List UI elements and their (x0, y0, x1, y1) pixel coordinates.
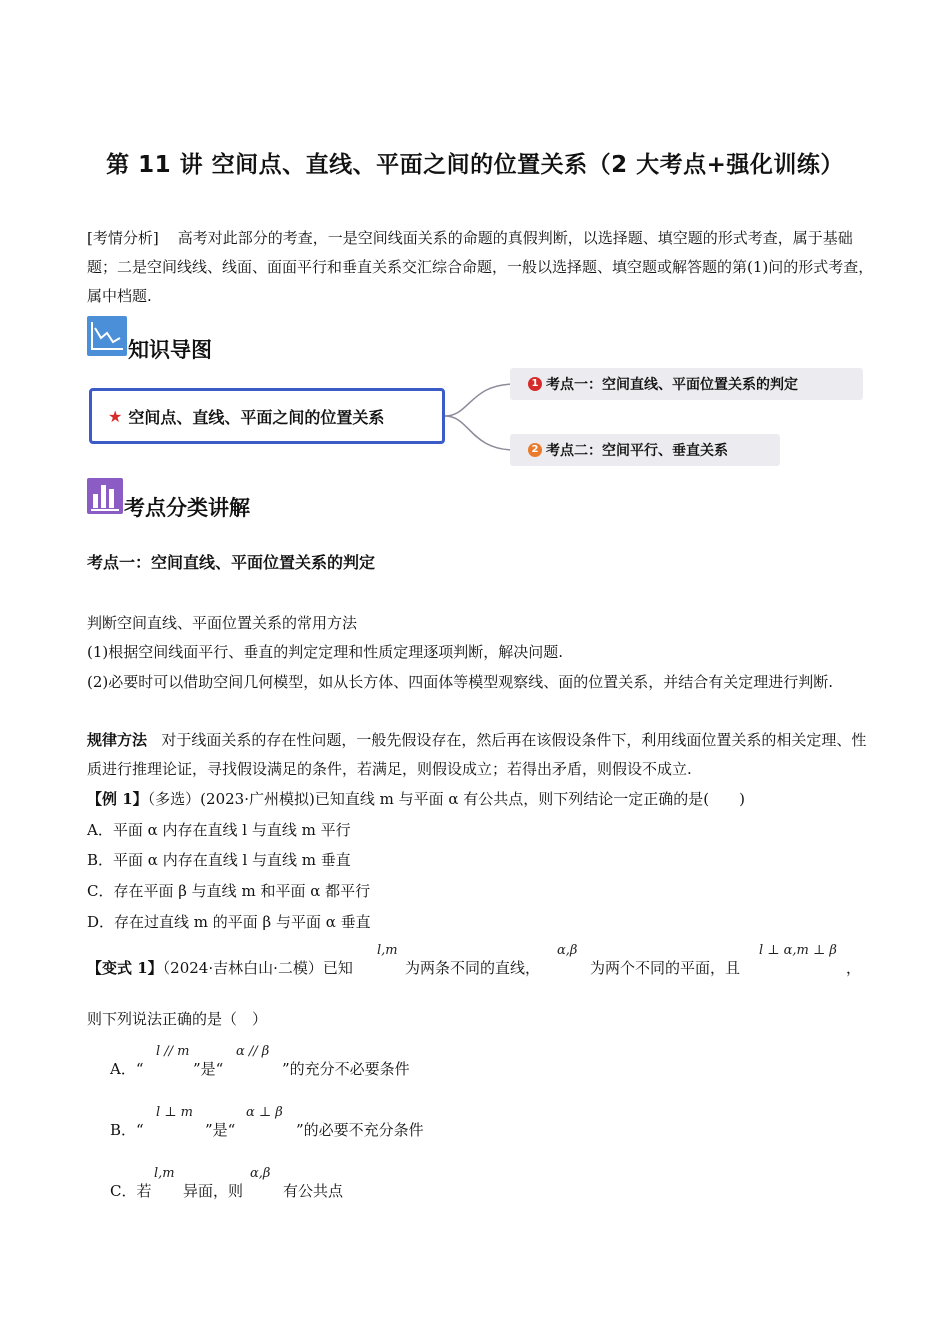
mindmap-root-label: 空间点、直线、平面之间的位置关系 (128, 407, 385, 427)
rule-paragraph (87, 726, 877, 784)
intro-label: [考情分析] (87, 229, 159, 247)
variant-1-label-text (87, 957, 353, 978)
math-ab: α,β (250, 1166, 271, 1181)
example-1-text: （多选）(2023·广州模拟)已知直线 m 与平面 α 有公共点，则下列结论一定正确的是( ) (147, 790, 745, 808)
math-l-parallel-m: l // m (156, 1044, 190, 1059)
variant-1-option-b-prefix: B．“ (110, 1121, 144, 1139)
math-alpha-parallel-beta: α // β (236, 1044, 270, 1059)
mindmap-node-2 (510, 434, 780, 466)
math-alpha-perp-beta: α ⊥ β (246, 1105, 283, 1120)
variant-1-option-a-prefix: A．“ (110, 1060, 144, 1078)
variant-1-option-c-suffix: 有公共点 (283, 1182, 344, 1200)
variant-1-text: ， (846, 959, 862, 977)
variant-1-text: 为两个不同的平面，且 (590, 959, 741, 977)
variant-1-option-a-mid: ”是“ (193, 1060, 224, 1078)
math-ab: α,β (557, 943, 578, 958)
intro-text: 高考对此部分的考查，一是空间线面关系的命题的真假判断，以选择题、填空题的形式考查，属于基础题；二是空间线线、线面、面面平行和垂直关系交汇综合命题，一般以选择题、填空题或解答题的第(1)问的形式考查，属中档题. (87, 229, 874, 305)
method-2: (2)必要时可以借助空间几何模型，如从长方体、四面体等模型观察线、面的位置关系，并结合有关定理进行判断. (87, 673, 834, 691)
number-badge-icon: 2 (528, 443, 542, 457)
method-title: 判断空间直线、平面位置关系的常用方法 (87, 614, 358, 632)
mindmap-root (89, 388, 445, 444)
rule-text: 对于线面关系的存在性问题，一般先假设存在，然后再在该假设条件下，利用线面位置关系的相关定理、性质进行推理论证，寻找假设满足的条件，若满足，则假设成立；若得出矛盾，则假设不成立. (87, 731, 867, 778)
variant-1-text: （2024·吉林白山·二模）已知 (162, 959, 353, 977)
mindmap-node-1 (510, 368, 863, 400)
mindmap-node-label: 考点一：空间直线、平面位置关系的判定 (546, 377, 798, 393)
method-1: (1)根据空间线面平行、垂直的判定定理和性质定理逐项判断，解决问题. (87, 643, 564, 661)
variant-1-question-line2: 则下列说法正确的是（ ） (87, 1010, 268, 1028)
math-perp: l ⊥ α,m ⊥ β (759, 943, 837, 958)
example-1-option-c: C．存在平面 β 与直线 m 和平面 α 都平行 (87, 882, 371, 900)
bar-chart-icon (87, 478, 123, 514)
rule-label: 规律方法 (87, 731, 148, 749)
mindmap-connectors (440, 370, 520, 460)
section-title: 考点一：空间直线、平面位置关系的判定 (87, 553, 376, 572)
variant-1-label: 【变式 1】 (87, 959, 163, 977)
page-title: 第 11 讲 空间点、直线、平面之间的位置关系（2 大考点+强化训练） (106, 152, 844, 178)
variant-1-option-a-suffix: ”的充分不必要条件 (282, 1060, 410, 1078)
math-lm: l,m (377, 943, 398, 958)
variant-1-text: 为两条不同的直线， (405, 959, 541, 977)
intro-paragraph (87, 224, 877, 311)
mindmap-node-label: 考点二：空间平行、垂直关系 (546, 443, 728, 459)
variant-1-option-c-prefix: C．若 (110, 1182, 152, 1200)
example-1-question (87, 788, 745, 809)
variant-1-option-c-mid: 异面，则 (183, 1182, 244, 1200)
example-1-option-a: A．平面 α 内存在直线 l 与直线 m 平行 (87, 821, 351, 839)
knowledge-map-heading: 知识导图 (128, 338, 212, 362)
star-icon: ★ (108, 406, 123, 426)
math-lm: l,m (154, 1166, 175, 1181)
classification-heading: 考点分类讲解 (124, 496, 250, 520)
chart-icon (87, 316, 127, 356)
example-1-option-b: B．平面 α 内存在直线 l 与直线 m 垂直 (87, 851, 351, 869)
variant-1-option-b-suffix: ”的必要不充分条件 (296, 1121, 424, 1139)
example-1-label: 【例 1】 (87, 790, 148, 808)
number-badge-icon: 1 (528, 377, 542, 391)
example-1-option-d: D．存在过直线 m 的平面 β 与平面 α 垂直 (87, 913, 371, 931)
math-l-perp-m: l ⊥ m (156, 1105, 193, 1120)
variant-1-option-b-mid: ”是“ (205, 1121, 236, 1139)
